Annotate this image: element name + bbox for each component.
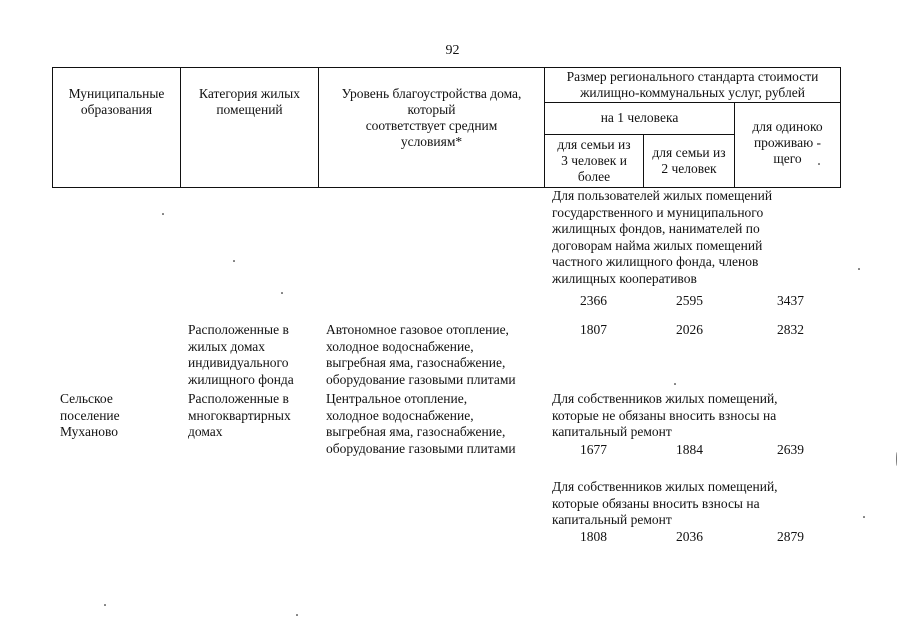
section1-value-single: 3437 bbox=[777, 293, 804, 308]
header-per-person: на 1 человека bbox=[600, 110, 679, 125]
apartment-category: Расположенные в многоквартирных домах bbox=[188, 391, 291, 439]
header-level: Уровень благоустройства дома, который соответствует средним условиям* bbox=[341, 86, 522, 149]
section2-note: Для собственников жилых помещений, которые не обязаны вносить взносы на капитальный ремонт bbox=[552, 391, 778, 439]
header-single: для одиноко проживаю - щего bbox=[752, 119, 823, 166]
section3-value-family3: 1808 bbox=[580, 529, 607, 544]
section1-note: Для пользователей жилых помещений государственного и муниципального жилищных фондов, нанимателей по договорам найма жилых помещений частного жилищного фонда, членов жилищных кооперативов bbox=[552, 188, 773, 286]
individual-level: Автономное газовое отопление, холодное водоснабжение, выгребная яма, газоснабжение, оборудование газовыми плитами bbox=[326, 322, 516, 387]
apartment-level: Центральное отопление, холодное водоснабжение, выгребная яма, газоснабжение, оборудование газовыми плитами bbox=[326, 391, 516, 456]
individual-value-single: 2832 bbox=[777, 322, 804, 337]
header-family-2: для семьи из 2 человек bbox=[652, 145, 726, 176]
header-family-3: для семьи из 3 человек и более bbox=[557, 137, 631, 184]
section1-value-family2: 2595 bbox=[676, 293, 703, 308]
header-category: Категория жилых помещений bbox=[199, 86, 300, 117]
section3-value-family2: 2036 bbox=[676, 529, 703, 544]
section3-value-single: 2879 bbox=[777, 529, 804, 544]
section2-value-single: 2639 bbox=[777, 442, 804, 457]
section3-note: Для собственников жилых помещений, которые обязаны вносить взносы на капитальный ремонт bbox=[552, 479, 778, 527]
header-municipality: Муниципальные образования bbox=[68, 86, 165, 117]
page-number: 92 bbox=[445, 43, 460, 58]
individual-value-family2: 2026 bbox=[676, 322, 703, 337]
individual-category: Расположенные в жилых домах индивидуального жилищного фонда bbox=[188, 322, 294, 387]
header-standard: Размер регионального стандарта стоимости жилищно-коммунальных услуг, рублей bbox=[566, 69, 819, 100]
section2-value-family3: 1677 bbox=[580, 442, 607, 457]
municipality-name: Сельское поселение Муханово bbox=[60, 391, 120, 439]
section1-value-family3: 2366 bbox=[580, 293, 607, 308]
section2-value-family2: 1884 bbox=[676, 442, 703, 457]
individual-value-family3: 1807 bbox=[580, 322, 607, 337]
